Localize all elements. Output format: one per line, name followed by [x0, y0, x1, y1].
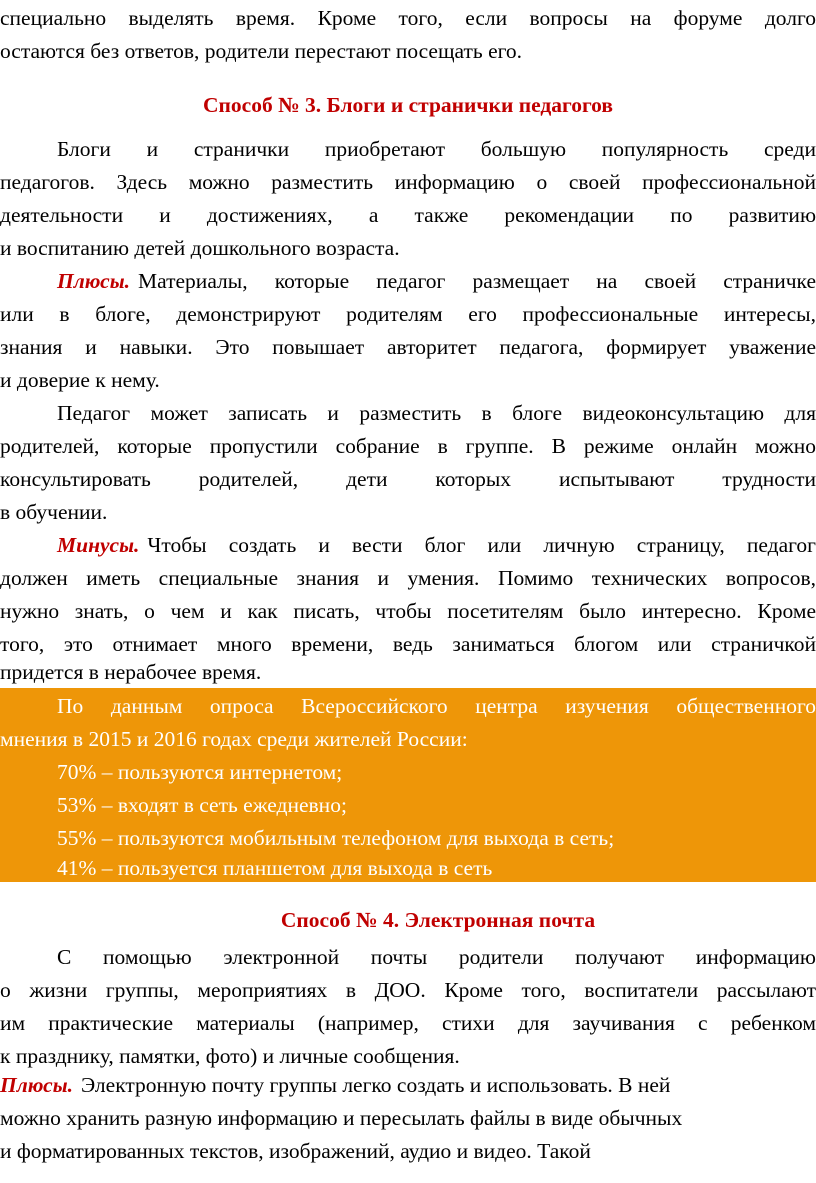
- s3-plus-line: и доверие к нему.: [0, 368, 160, 392]
- s3-p2-line: в обучении.: [0, 500, 108, 524]
- s3-p1-line: и воспитанию детей дошкольного возраста.: [0, 236, 400, 260]
- s4-p1-line: им практические материалы (например, стихи для заучивания с ребенком: [0, 1011, 816, 1035]
- s3-plus-label: Плюсы.: [57, 269, 131, 293]
- s4-plus-line: [0, 1069, 816, 1102]
- s3-minus-line: нужно знать, о чем и как писать, чтобы посетителям было интересно. Кроме: [0, 599, 816, 623]
- s3-plus-line: знания и навыки. Это повышает авторитет педагога, формирует уважение: [0, 335, 816, 359]
- s3-p1-line: Блоги и странички приобретают большую популярность среди: [57, 137, 816, 161]
- section-3-title: Способ № 3. Блоги и странички педагогов: [202, 93, 614, 117]
- survey-stat: 70% – пользуются интернетом;: [57, 760, 343, 784]
- s3-p2-line: родителей, которые пропустили собрание в группе. В режиме онлайн можно: [0, 434, 816, 458]
- survey-line: По данным опроса Всероссийского центра изучения общественного: [57, 694, 816, 718]
- s3-minus-line: должен иметь специальные знания и умения. Помимо технических вопросов,: [0, 566, 816, 590]
- survey-stat: 41% – пользуется планшетом для выхода в сеть: [57, 856, 493, 880]
- s3-minus-line: того, это отнимает много времени, ведь заниматься блогом или страничкой: [0, 632, 816, 656]
- survey-stat: 53% – входят в сеть ежедневно;: [57, 793, 347, 817]
- s3-p2-line: консультировать родителей, дети которых испытывают трудности: [0, 467, 816, 491]
- s3-plus-line: или в блоге, демонстрируют родителям его профессиональные интересы,: [0, 302, 816, 326]
- s4-p1-line: С помощью электронной почты родители получают информацию: [57, 945, 816, 969]
- s3-p1-line: деятельности и достижениях, а также рекомендации по развитию: [0, 203, 816, 227]
- section-4-title: Способ № 4. Электронная почта: [280, 908, 596, 932]
- survey-callout: [0, 688, 816, 882]
- s3-minus-label: Минусы.: [57, 533, 140, 557]
- s4-plus-text: Электронную почту группы легко создать и использовать. В ней: [81, 1073, 671, 1097]
- intro-line: остаются без ответов, родители перестают посещать его.: [0, 39, 523, 63]
- survey-stat: 55% – пользуются мобильным телефоном для выхода в сеть;: [57, 826, 615, 850]
- s3-p2-line: Педагог может записать и разместить в блоге видеоконсультацию для: [57, 401, 816, 425]
- s4-p1-line: к празднику, памятки, фото) и личные сообщения.: [0, 1044, 460, 1068]
- s3-minus-line: придется в нерабочее время.: [0, 660, 262, 684]
- intro-line: специально выделять время. Кроме того, если вопросы на форуме долго: [0, 6, 816, 30]
- s3-minus-line: [0, 529, 816, 562]
- s3-plus-line: [0, 265, 816, 298]
- s4-plus-line: можно хранить разную информацию и пересылать файлы в виде обычных: [0, 1106, 683, 1130]
- s4-p1-line: о жизни группы, мероприятиях в ДОО. Кроме того, воспитатели рассылают: [0, 978, 816, 1002]
- s3-plus-text: Материалы, которые педагог размещает на своей страничке: [138, 269, 816, 293]
- s4-plus-line: и форматированных текстов, изображений, аудио и видео. Такой: [0, 1139, 591, 1163]
- s3-minus-text: Чтобы создать и вести блог или личную страницу, педагог: [147, 533, 816, 557]
- s4-plus-label: Плюсы.: [0, 1073, 74, 1097]
- s3-p1-line: педагогов. Здесь можно разместить информацию о своей профессиональной: [0, 170, 816, 194]
- survey-line: мнения в 2015 и 2016 годах среди жителей России:: [0, 727, 468, 751]
